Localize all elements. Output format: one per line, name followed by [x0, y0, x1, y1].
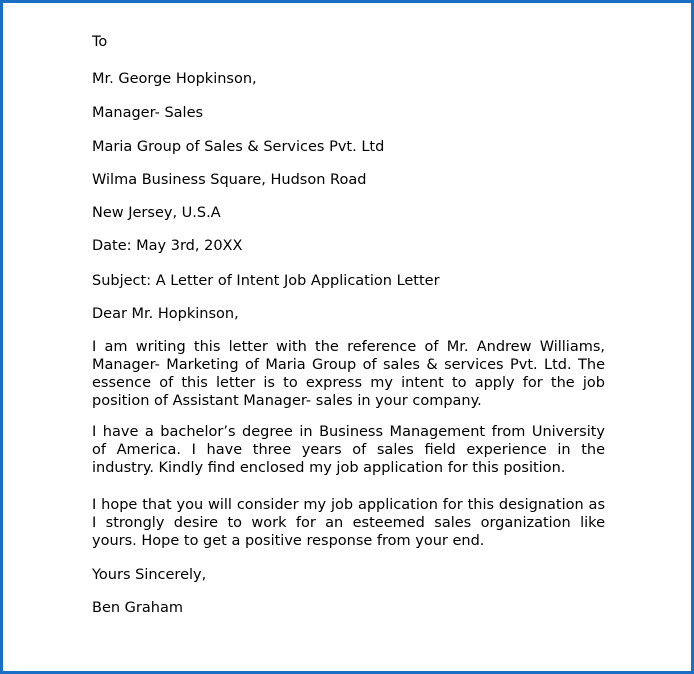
body-paragraph-1: I am writing this letter with the reference of Mr. Andrew Williams, Manager- Marketing of Maria Group of sales & services Pvt. Ltd. The essence of this letter is to express my intent to apply for the job position of Assistant Manager- sales in your company.	[92, 339, 605, 409]
body-paragraph-2: I have a bachelor’s degree in Business Management from University of America. I have three years of sales field experience in the industry. Kindly find enclosed my job application for this position.	[92, 424, 605, 476]
signature-name: Ben Graham	[92, 600, 183, 616]
recipient-title: Manager- Sales	[92, 105, 204, 121]
letter-subject: Subject: A Letter of Intent Job Application Letter	[92, 273, 440, 289]
location-line: New Jersey, U.S.A	[92, 205, 221, 221]
recipient-name: Mr. George Hopkinson,	[92, 71, 257, 87]
to-label: To	[92, 34, 108, 50]
address-line: Wilma Business Square, Hudson Road	[92, 172, 367, 188]
body-paragraph-3: I hope that you will consider my job application for this designation as I strongly desire to work for an esteemed sales organization like yours. Hope to get a positive response from your end.	[92, 497, 605, 549]
salutation: Dear Mr. Hopkinson,	[92, 306, 239, 322]
closing: Yours Sincerely,	[92, 567, 207, 583]
company-name: Maria Group of Sales & Services Pvt. Ltd	[92, 139, 385, 155]
letter-date: Date: May 3rd, 20XX	[92, 238, 243, 254]
